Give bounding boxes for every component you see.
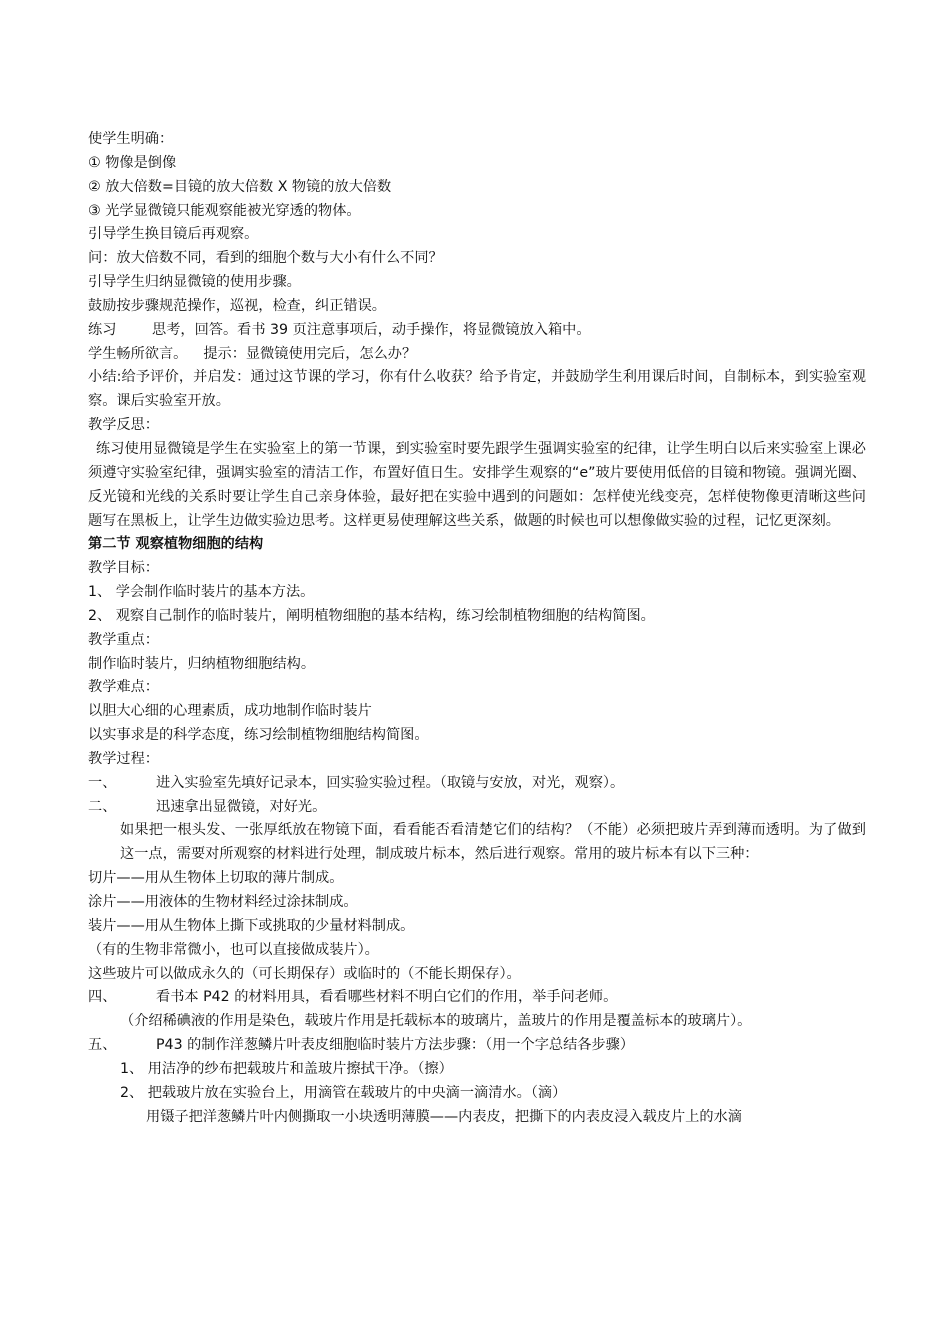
list-number: 四、 [88,989,117,1006]
section-label: 教学重点： [88,631,159,648]
document-page [88,128,866,1129]
list-number: 五、 [88,1037,117,1054]
hint-text: 提示：显微镜使用完后，怎么办？ [203,345,417,362]
text-line: 使学生明确： [88,131,174,147]
list-item: ③ 光学显微镜只能观察能被光穿透的物体。 [88,202,361,219]
list-item [88,1034,866,1058]
section-label: 教学难点： [88,679,159,696]
text-line: 引导学生归纳显微镜的使用步骤。 [88,274,301,291]
text-line: 装片——用从生物体上撕下或挑取的少量材料制成。 [88,917,415,934]
text-line: 这些玻片可以做成永久的（可长期保存）或临时的（不能长期保存）。 [88,965,521,982]
activity-label: 练习 [88,321,117,338]
section-label: 教学反思： [88,417,159,434]
text-line: 涂片——用液体的生物材料经过涂抹制成。 [88,894,358,910]
section-label: 教学过程： [88,750,159,767]
summary-paragraph: 小结:给予评价，并启发：通过这节课的学习，你有什么收获？给予肯定，并鼓励学生利用课后时间，自制标本，到实验室观察。课后实验室开放。 [88,369,866,410]
text-line: （介绍稀碘液的作用是染色，载玻片作用是托载标本的玻璃片，盖玻片的作用是覆盖标本的玻璃片）。 [120,1013,752,1030]
reflection-paragraph: 练习使用显微镜是学生在实验室上的第一节课，到实验室时要先跟学生强调实验室的纪律，让学生明白以后来实验室上课必须遵守实验室纪律，强调实验室的清洁工作，布置好值日生。安排学生观察的“e”玻片要使用低倍的目镜和物镜。强调光圈、反光镜和光线的关系时要让学生自己亲身体验，最好把在实验中遇到的问题如：怎样使光线变亮，怎样使物像更清晰这些问题写在黑板上，让学生边做实验边思考。这样更易使理解这些关系，做题的时候也可以想像做实验的过程，记忆更深刻。 [88,440,866,529]
activity-text: 思考，回答。看书 39 页注意事项后，动手操作，将显微镜放入箱中。 [152,321,591,338]
list-item [88,772,866,796]
list-number: 一、 [88,774,117,791]
text-line: 制作临时装片，归纳植物细胞结构。 [88,655,316,672]
text-line [88,319,866,343]
list-item: 2、 观察自己制作的临时装片，阐明植物细胞的基本结构，练习绘制植物细胞的结构简图。 [88,607,655,624]
text-line: （有的生物非常微小，也可以直接做成装片）。 [88,941,379,958]
list-item: 1、 学会制作临时装片的基本方法。 [88,584,315,601]
text-line [88,343,866,367]
list-text: 进入实验室先填好记录本，回实验实验过程。（取镜与安放，对光，观察）。 [156,774,625,791]
list-text: 迅速拿出显微镜，对好光。 [156,798,327,815]
text-line: 以实事求是的科学态度，练习绘制植物细胞结构简图。 [88,727,429,744]
section-label: 教学目标： [88,560,159,577]
student-activity: 学生畅所欲言。 [88,345,188,362]
list-item: ② 放大倍数=目镜的放大倍数 X 物镜的放大倍数 [88,178,392,195]
text-line: 引导学生换目镜后再观察。 [88,226,259,243]
list-text: P43 的制作洋葱鳞片叶表皮细胞临时装片方法步骤：（用一个字总结各步骤） [156,1037,635,1054]
list-item: 2、 把载玻片放在实验台上，用滴管在载玻片的中央滴一滴清水。（滴） [120,1084,567,1101]
text-line: 以胆大心细的心理素质，成功地制作临时装片 [88,703,372,720]
text-line: 用镊子把洋葱鳞片叶内侧撕取一小块透明薄膜——内表皮，把撕下的内表皮浸入载皮片上的水滴 [146,1108,742,1125]
text-line: 切片——用从生物体上切取的薄片制成。 [88,870,344,887]
list-text: 看书本 P42 的材料用具，看看哪些材料不明白它们的作用，举手问老师。 [156,989,618,1006]
section-heading: 第二节 观察植物细胞的结构 [88,536,264,553]
list-item [88,986,866,1010]
list-item: 1、 用洁净的纱布把载玻片和盖玻片擦拭干净。（擦） [120,1060,453,1077]
list-item [88,796,866,820]
text-paragraph: 如果把一根头发、一张厚纸放在物镜下面，看看能否看清楚它们的结构？（不能）必须把玻片弄到薄而透明。为了做到这一点，需要对所观察的材料进行处理，制成玻片标本，然后进行观察。常用的玻片标本有以下三种： [120,822,866,863]
text-line: 鼓励按步骤规范操作，巡视，检查，纠正错误。 [88,297,386,314]
text-line: 问：放大倍数不同，看到的细胞个数与大小有什么不同？ [88,250,443,267]
list-item: ① 物像是倒像 [88,154,177,171]
list-number: 二、 [88,798,117,815]
